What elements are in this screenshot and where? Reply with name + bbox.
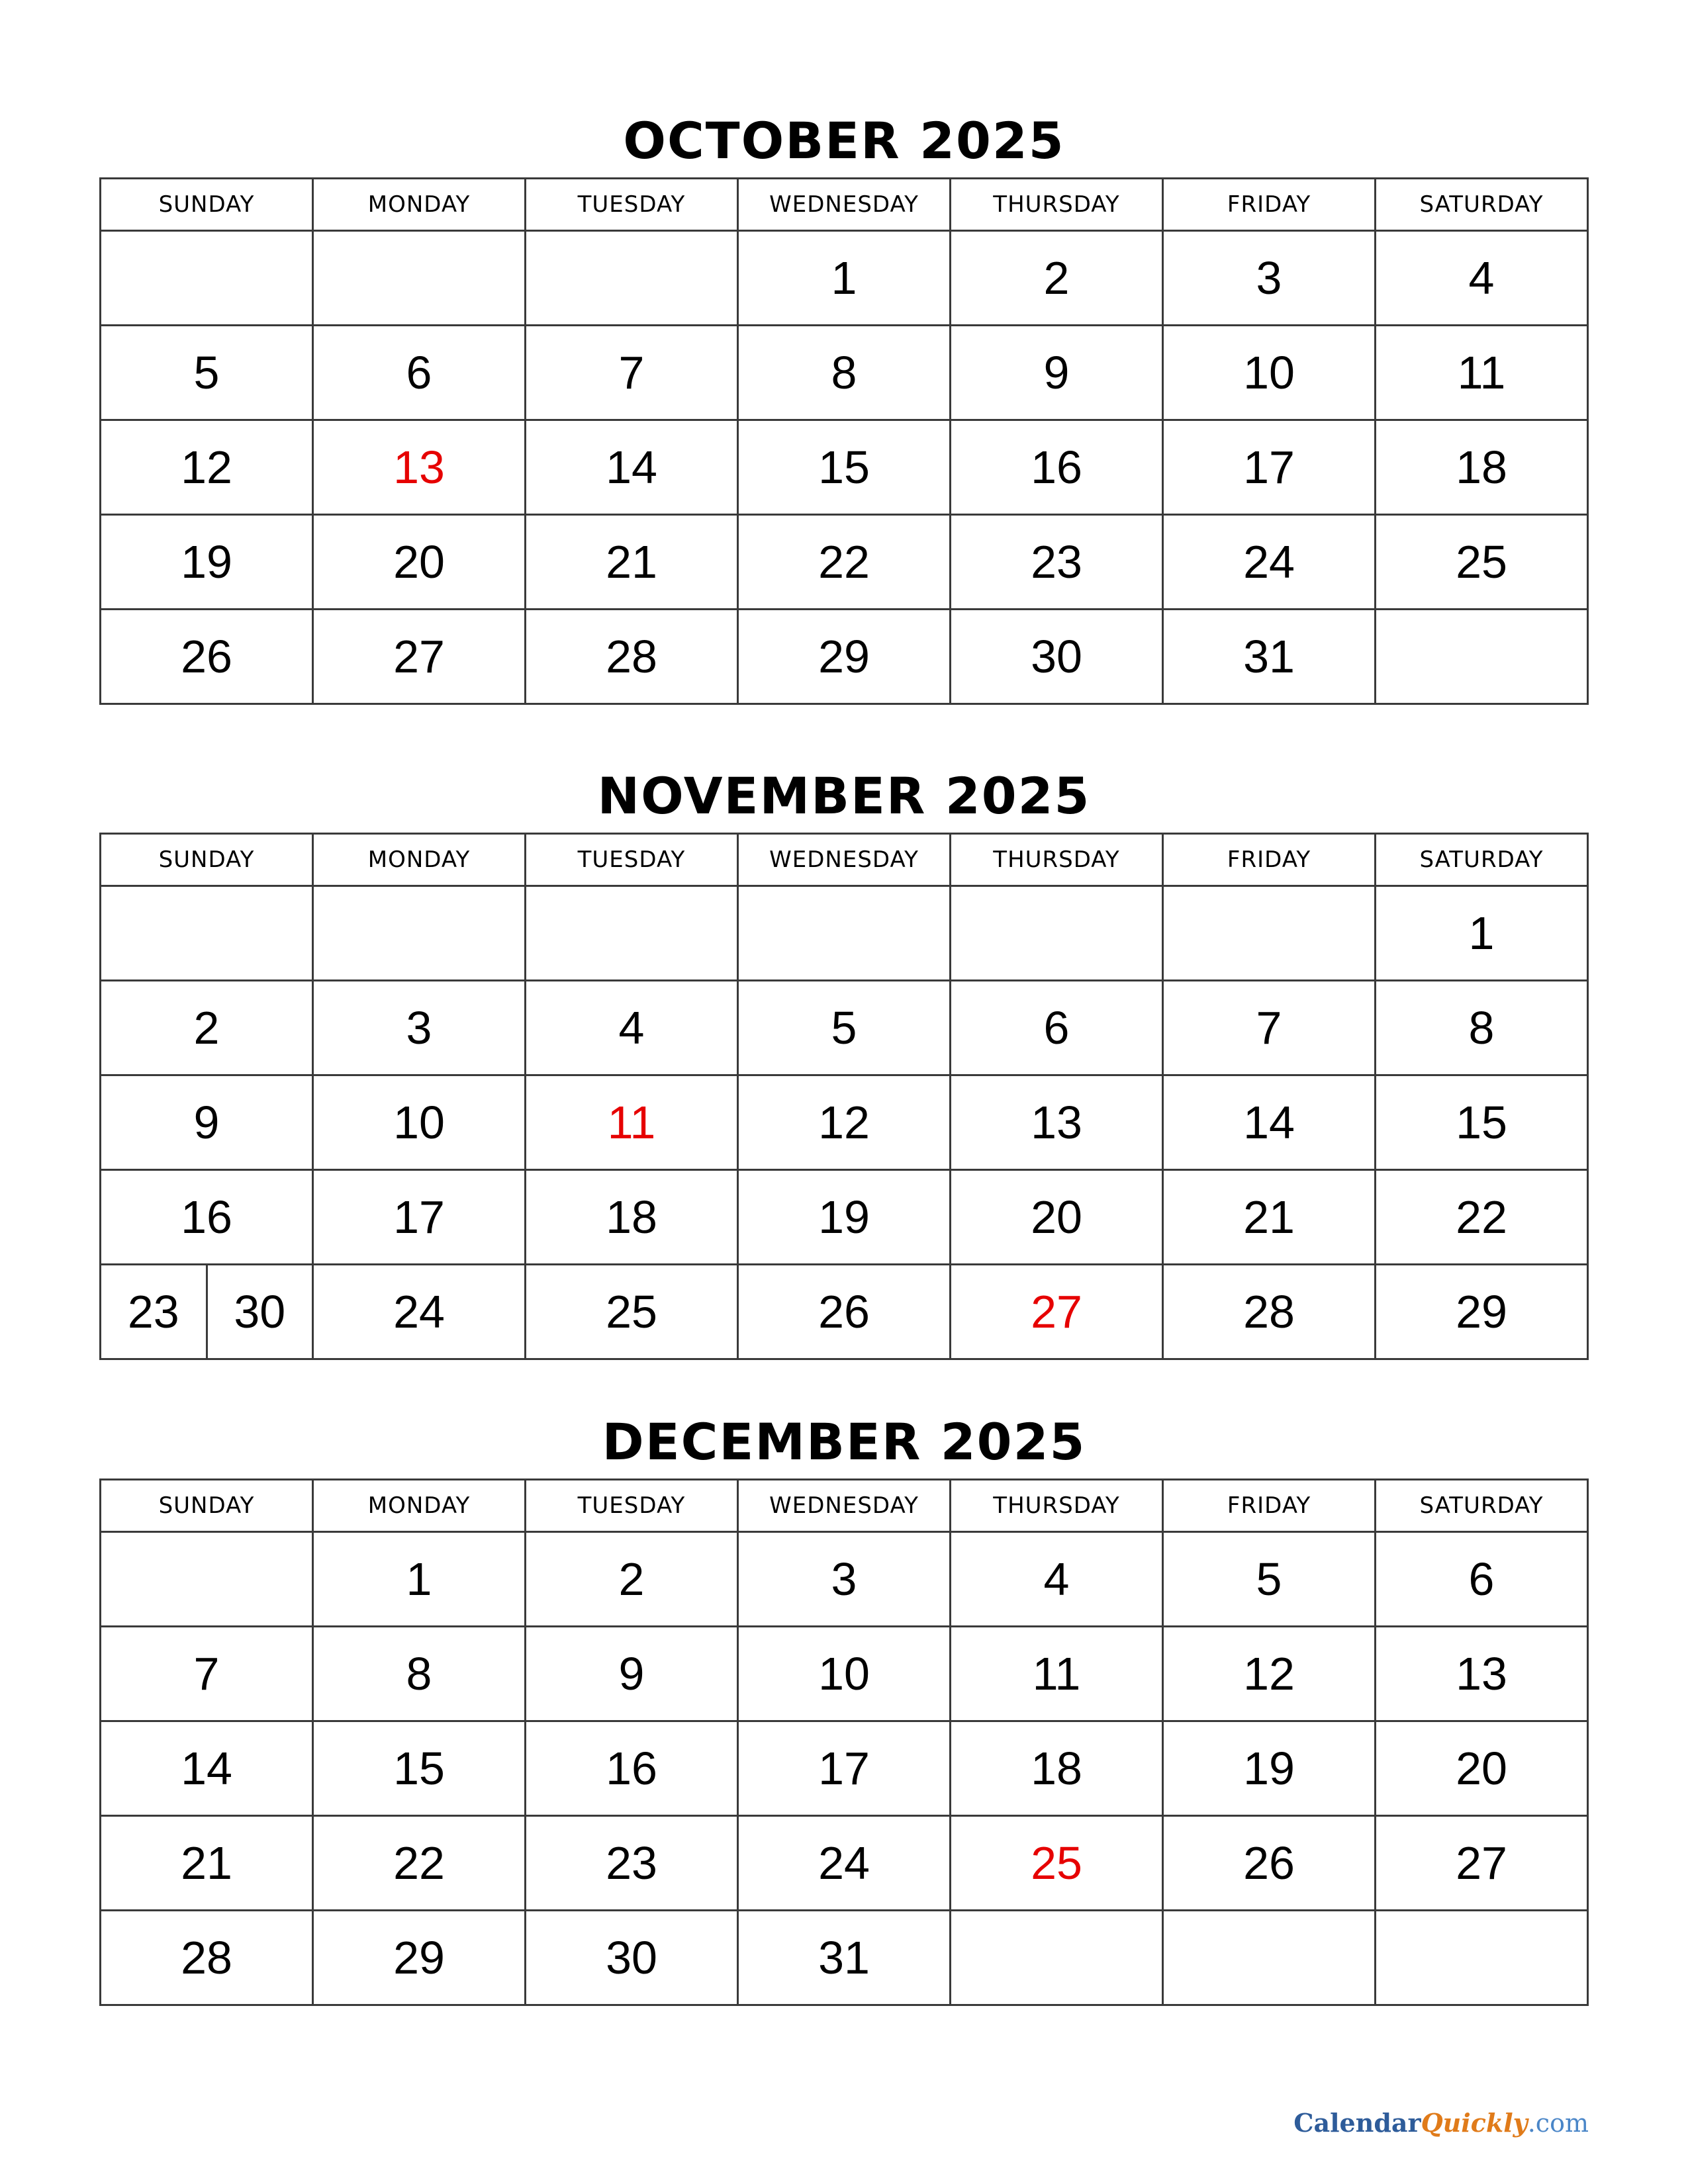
- day-number: 31: [1243, 631, 1295, 682]
- day-cell: [101, 1170, 313, 1265]
- day-cell: [738, 1532, 951, 1627]
- day-cell: [526, 1816, 738, 1911]
- week-row: [101, 981, 1588, 1075]
- day-cell: [313, 1075, 526, 1170]
- weekday-header: SUNDAY: [101, 834, 313, 886]
- day-number: 29: [1456, 1286, 1507, 1338]
- weekday-header: TUESDAY: [526, 834, 738, 886]
- day-cell: [313, 1532, 526, 1627]
- weekday-header: FRIDAY: [1163, 834, 1376, 886]
- day-cell: [951, 1721, 1163, 1816]
- day-number: 17: [1243, 441, 1295, 493]
- day-number: 16: [181, 1191, 232, 1243]
- day-number: 5: [1256, 1553, 1282, 1605]
- brand-part: Calendar: [1293, 2108, 1421, 2138]
- day-cell: [526, 326, 738, 420]
- day-number: 26: [181, 631, 232, 682]
- day-cell: [526, 1170, 738, 1265]
- day-cell: [738, 1721, 951, 1816]
- day-number: 21: [606, 536, 657, 588]
- empty-day-cell: [101, 886, 313, 981]
- day-cell: [1376, 1170, 1588, 1265]
- day-cell: [1376, 981, 1588, 1075]
- day-cell: [526, 1721, 738, 1816]
- day-number: 8: [831, 347, 857, 398]
- weekday-header: WEDNESDAY: [738, 1480, 951, 1532]
- day-cell: [526, 1265, 738, 1359]
- day-cell: [1163, 610, 1376, 704]
- weekday-header: SATURDAY: [1376, 179, 1588, 231]
- weekday-header-row: [101, 179, 1588, 231]
- day-number: 14: [1243, 1097, 1295, 1148]
- day-number: 1: [831, 252, 857, 304]
- day-cell: [738, 1170, 951, 1265]
- day-number: 31: [818, 1932, 870, 1983]
- day-cell: [738, 981, 951, 1075]
- day-cell: [313, 981, 526, 1075]
- day-number: 20: [1456, 1743, 1507, 1794]
- day-cell: [1163, 515, 1376, 610]
- weekday-header: WEDNESDAY: [738, 179, 951, 231]
- day-cell: [738, 1265, 951, 1359]
- empty-day-cell: [951, 1911, 1163, 2005]
- day-number: 4: [1468, 252, 1495, 304]
- day-cell: [738, 1816, 951, 1911]
- day-number: 13: [1031, 1097, 1082, 1148]
- day-number: 7: [193, 1648, 220, 1700]
- day-number: 6: [406, 347, 432, 398]
- day-cell: [101, 1911, 313, 2005]
- day-number: 22: [818, 536, 870, 588]
- day-number: 14: [606, 441, 657, 493]
- empty-day-cell: [526, 231, 738, 326]
- empty-day-cell: [313, 231, 526, 326]
- day-number: 30: [606, 1932, 657, 1983]
- week-row: [101, 1627, 1588, 1721]
- weekday-header: TUESDAY: [526, 1480, 738, 1532]
- day-number: 27: [1456, 1837, 1507, 1889]
- day-number: 8: [1468, 1002, 1495, 1054]
- week-row: [101, 1911, 1588, 2005]
- day-cell: [313, 420, 526, 515]
- weekday-header: MONDAY: [313, 179, 526, 231]
- day-cell: [313, 1911, 526, 2005]
- day-number: 12: [181, 441, 232, 493]
- weekday-header-row: [101, 1480, 1588, 1532]
- week-row: [101, 231, 1588, 326]
- day-cell: [313, 1816, 526, 1911]
- weekday-header: FRIDAY: [1163, 179, 1376, 231]
- day-number: 9: [618, 1648, 645, 1700]
- day-number: 28: [181, 1932, 232, 1983]
- day-number: 19: [181, 536, 232, 588]
- empty-day-cell: [313, 886, 526, 981]
- day-cell: [101, 1627, 313, 1721]
- day-number: 16: [1031, 441, 1082, 493]
- day-cell: [1376, 515, 1588, 610]
- day-cell: [1163, 1816, 1376, 1911]
- day-number: 26: [1243, 1837, 1295, 1889]
- day-number: 22: [393, 1837, 445, 1889]
- day-cell: [526, 1075, 738, 1170]
- empty-day-cell: [1163, 1911, 1376, 2005]
- day-number: 29: [818, 631, 870, 682]
- empty-day-cell: [101, 231, 313, 326]
- day-number: 25: [1031, 1837, 1082, 1889]
- day-number: 3: [831, 1553, 857, 1605]
- day-number: 28: [606, 631, 657, 682]
- weekday-header: MONDAY: [313, 1480, 526, 1532]
- day-number: 29: [393, 1932, 445, 1983]
- weekday-header: WEDNESDAY: [738, 834, 951, 886]
- day-cell: [738, 420, 951, 515]
- day-cell: [738, 1627, 951, 1721]
- empty-day-cell: [526, 886, 738, 981]
- empty-day-cell: [101, 1532, 313, 1627]
- day-cell: [313, 1627, 526, 1721]
- day-number: 3: [406, 1002, 432, 1054]
- day-number: 11: [607, 1097, 656, 1148]
- day-cell: [313, 515, 526, 610]
- day-cell: [738, 515, 951, 610]
- weekday-header-row: [101, 834, 1588, 886]
- day-cell: [951, 1265, 1163, 1359]
- day-number: 21: [181, 1837, 232, 1889]
- day-number: 12: [1243, 1648, 1295, 1700]
- week-row: [101, 610, 1588, 704]
- day-cell: [526, 610, 738, 704]
- day-number: 1: [406, 1553, 432, 1605]
- day-cell: [738, 326, 951, 420]
- weekday-header: THURSDAY: [951, 179, 1163, 231]
- day-number: 10: [818, 1648, 870, 1700]
- day-number: 30: [1031, 631, 1082, 682]
- day-number: 12: [818, 1097, 870, 1148]
- day-cell: [1163, 1627, 1376, 1721]
- day-cell: [738, 1911, 951, 2005]
- day-number: 15: [818, 441, 870, 493]
- day-number: 23: [606, 1837, 657, 1889]
- day-cell: [951, 1075, 1163, 1170]
- brand-part: .com: [1527, 2109, 1589, 2138]
- day-number: 9: [193, 1097, 220, 1148]
- day-cell: [1163, 981, 1376, 1075]
- day-cell: [1163, 1721, 1376, 1816]
- day-number: 11: [1032, 1648, 1081, 1700]
- day-number: 6: [1043, 1002, 1070, 1054]
- day-cell: [313, 326, 526, 420]
- day-number: 28: [1243, 1286, 1295, 1338]
- day-cell: [1376, 1532, 1588, 1627]
- day-cell: [1163, 420, 1376, 515]
- day-cell: [101, 1721, 313, 1816]
- weekday-header: SATURDAY: [1376, 834, 1588, 886]
- weekday-header: MONDAY: [313, 834, 526, 886]
- day-number: 27: [393, 631, 445, 682]
- day-cell: [951, 515, 1163, 610]
- day-number: 15: [1456, 1097, 1507, 1148]
- day-number: 20: [393, 536, 445, 588]
- day-cell: [738, 231, 951, 326]
- day-cell: [1376, 1721, 1588, 1816]
- weekday-header: THURSDAY: [951, 1480, 1163, 1532]
- day-number: 4: [618, 1002, 645, 1054]
- day-cell: [951, 231, 1163, 326]
- day-number: 24: [1243, 536, 1295, 588]
- month-title: OCTOBER 2025: [623, 111, 1065, 170]
- day-cell: [101, 610, 313, 704]
- month-title: DECEMBER 2025: [602, 1412, 1086, 1471]
- day-number: 17: [818, 1743, 870, 1794]
- day-number: 18: [606, 1191, 657, 1243]
- day-number: 21: [1243, 1191, 1295, 1243]
- day-number: 3: [1256, 252, 1282, 304]
- empty-day-cell: [1163, 886, 1376, 981]
- day-cell: [101, 981, 313, 1075]
- day-number: 23: [1031, 536, 1082, 588]
- day-number: 5: [193, 347, 220, 398]
- day-number: 7: [618, 347, 645, 398]
- day-cell: [1376, 1816, 1588, 1911]
- brand-part: Quickly: [1421, 2108, 1528, 2138]
- day-cell: [951, 1532, 1163, 1627]
- day-number: 18: [1031, 1743, 1082, 1794]
- weekday-header: THURSDAY: [951, 834, 1163, 886]
- day-cell-split: [101, 1265, 313, 1359]
- day-number: 30: [234, 1286, 286, 1338]
- calendar-grid: [99, 1479, 1589, 2006]
- day-cell: [1163, 1170, 1376, 1265]
- day-number: 9: [1043, 347, 1070, 398]
- day-cell: [526, 981, 738, 1075]
- day-cell: [951, 1170, 1163, 1265]
- day-number: 14: [181, 1743, 232, 1794]
- week-row: [101, 1532, 1588, 1627]
- day-number: 16: [606, 1743, 657, 1794]
- day-cell: [1163, 1532, 1376, 1627]
- day-cell: [313, 610, 526, 704]
- day-number: 26: [818, 1286, 870, 1338]
- day-cell: [1376, 231, 1588, 326]
- day-number: 5: [831, 1002, 857, 1054]
- day-number: 24: [818, 1837, 870, 1889]
- day-number: 18: [1456, 441, 1507, 493]
- day-cell: [101, 326, 313, 420]
- day-cell: [526, 420, 738, 515]
- day-cell: [738, 610, 951, 704]
- weekday-header: FRIDAY: [1163, 1480, 1376, 1532]
- empty-day-cell: [1376, 1911, 1588, 2005]
- weekday-header: TUESDAY: [526, 179, 738, 231]
- day-number: 17: [393, 1191, 445, 1243]
- day-cell: [101, 1075, 313, 1170]
- weekday-header: SUNDAY: [101, 179, 313, 231]
- week-row: [101, 1816, 1588, 1911]
- day-number: 1: [1468, 907, 1495, 959]
- day-cell: [526, 515, 738, 610]
- week-row: [101, 515, 1588, 610]
- day-cell: [526, 1627, 738, 1721]
- week-row: [101, 1170, 1588, 1265]
- day-number: 25: [1456, 536, 1507, 588]
- day-cell: [951, 326, 1163, 420]
- day-number: 10: [1243, 347, 1295, 398]
- day-cell: [951, 610, 1163, 704]
- day-number: 22: [1456, 1191, 1507, 1243]
- day-number: 2: [618, 1553, 645, 1605]
- day-number: 19: [818, 1191, 870, 1243]
- day-number: 27: [1031, 1286, 1082, 1338]
- week-row: [101, 326, 1588, 420]
- brand-logo: [1293, 2108, 1589, 2138]
- day-number: 2: [193, 1002, 220, 1054]
- day-number: 10: [393, 1097, 445, 1148]
- day-cell: [1376, 420, 1588, 515]
- day-number: 13: [393, 441, 445, 493]
- day-number: 11: [1457, 347, 1506, 398]
- week-row: [101, 1721, 1588, 1816]
- day-cell: [951, 420, 1163, 515]
- day-number: 24: [393, 1286, 445, 1338]
- month-title: NOVEMBER 2025: [597, 766, 1091, 825]
- day-cell: [101, 1816, 313, 1911]
- day-number: 7: [1256, 1002, 1282, 1054]
- day-number: 25: [606, 1286, 657, 1338]
- day-number: 20: [1031, 1191, 1082, 1243]
- day-number: 8: [406, 1648, 432, 1700]
- day-cell: [1163, 231, 1376, 326]
- day-cell: [526, 1911, 738, 2005]
- day-cell: [1376, 1265, 1588, 1359]
- day-cell: [313, 1265, 526, 1359]
- day-cell: [313, 1170, 526, 1265]
- day-cell: [951, 1627, 1163, 1721]
- empty-day-cell: [951, 886, 1163, 981]
- calendar-grid: [99, 177, 1589, 705]
- empty-day-cell: [738, 886, 951, 981]
- day-cell: [1376, 326, 1588, 420]
- day-cell: [738, 1075, 951, 1170]
- day-number: 15: [393, 1743, 445, 1794]
- day-cell: [1163, 1265, 1376, 1359]
- day-cell: [1163, 326, 1376, 420]
- day-number: 19: [1243, 1743, 1295, 1794]
- day-cell: [526, 1532, 738, 1627]
- day-cell: [1163, 1075, 1376, 1170]
- day-cell: [313, 1721, 526, 1816]
- day-cell: [1376, 1075, 1588, 1170]
- day-cell: [1376, 1627, 1588, 1721]
- day-number: 6: [1468, 1553, 1495, 1605]
- day-cell: [951, 1816, 1163, 1911]
- day-number: 4: [1043, 1553, 1070, 1605]
- weekday-header: SUNDAY: [101, 1480, 313, 1532]
- weekday-header: SATURDAY: [1376, 1480, 1588, 1532]
- empty-day-cell: [1376, 610, 1588, 704]
- day-cell: [951, 981, 1163, 1075]
- day-number: 23: [101, 1265, 208, 1358]
- calendar-grid: [99, 833, 1589, 1360]
- day-cell: [101, 515, 313, 610]
- week-row: [101, 1075, 1588, 1170]
- week-row: [101, 420, 1588, 515]
- day-cell: [101, 420, 313, 515]
- day-number: 2: [1043, 252, 1070, 304]
- week-row: [101, 1265, 1588, 1359]
- day-cell: [1376, 886, 1588, 981]
- day-number: 13: [1456, 1648, 1507, 1700]
- week-row: [101, 886, 1588, 981]
